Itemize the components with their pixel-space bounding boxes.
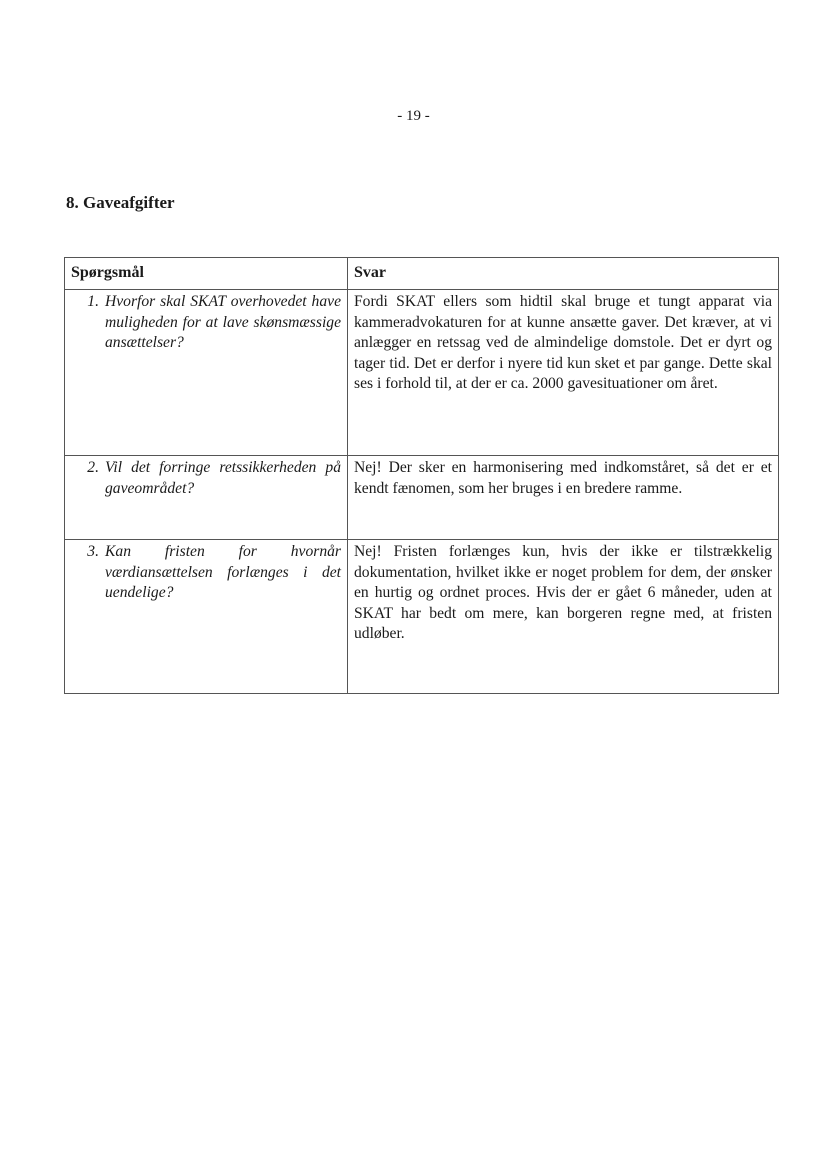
question-text: Vil det forringe retssikkerheden på gaveområdet?	[105, 459, 341, 497]
table-row	[65, 456, 779, 540]
question-text: Hvorfor skal SKAT overhovedet have muligheden for at lave skønsmæssige ansættelser?	[105, 293, 341, 351]
table-header-row	[65, 258, 779, 290]
question-cell	[65, 540, 348, 694]
answer-cell: Fordi SKAT ellers som hidtil skal bruge et tungt apparat via kammeradvokaturen for at kunne ansætte gaver. Det kræver, at vi anlægger en retssag ved de almindelige domstole. Det er dyrt og tager tid. Det er derfor i nyere tid kun sket et par gange. Dette skal ses i forhold til, at der er ca. 2000 gavesituationer om året.	[348, 290, 779, 456]
question-text: Kan fristen for hvornår værdiansættelsen forlænges i det uendelige?	[105, 543, 341, 601]
page-number: - 19 -	[397, 108, 430, 124]
table-row	[65, 290, 779, 456]
question-number: 3.	[87, 543, 99, 560]
question-cell	[65, 456, 348, 540]
answer-cell: Nej! Der sker en harmonisering med indkomståret, så det er et kendt fænomen, som her bruges i en bredere ramme.	[348, 456, 779, 540]
question-number: 2.	[87, 459, 99, 476]
qa-table	[64, 257, 779, 694]
answer-column-header: Svar	[348, 258, 779, 290]
question-number: 1.	[87, 293, 99, 310]
section-title: 8. Gaveafgifter	[66, 193, 175, 212]
answer-cell: Nej! Fristen forlænges kun, hvis der ikke er tilstrækkelig dokumentation, hvilket ikke er noget problem for dem, der ønsker en hurtig og ordnet proces. Hvis der er gået 6 måneder, uden at SKAT har bedt om mere, kan borgeren regne med, at fristen udløber.	[348, 540, 779, 694]
table-row	[65, 540, 779, 694]
question-cell	[65, 290, 348, 456]
question-column-header: Spørgsmål	[65, 258, 348, 290]
